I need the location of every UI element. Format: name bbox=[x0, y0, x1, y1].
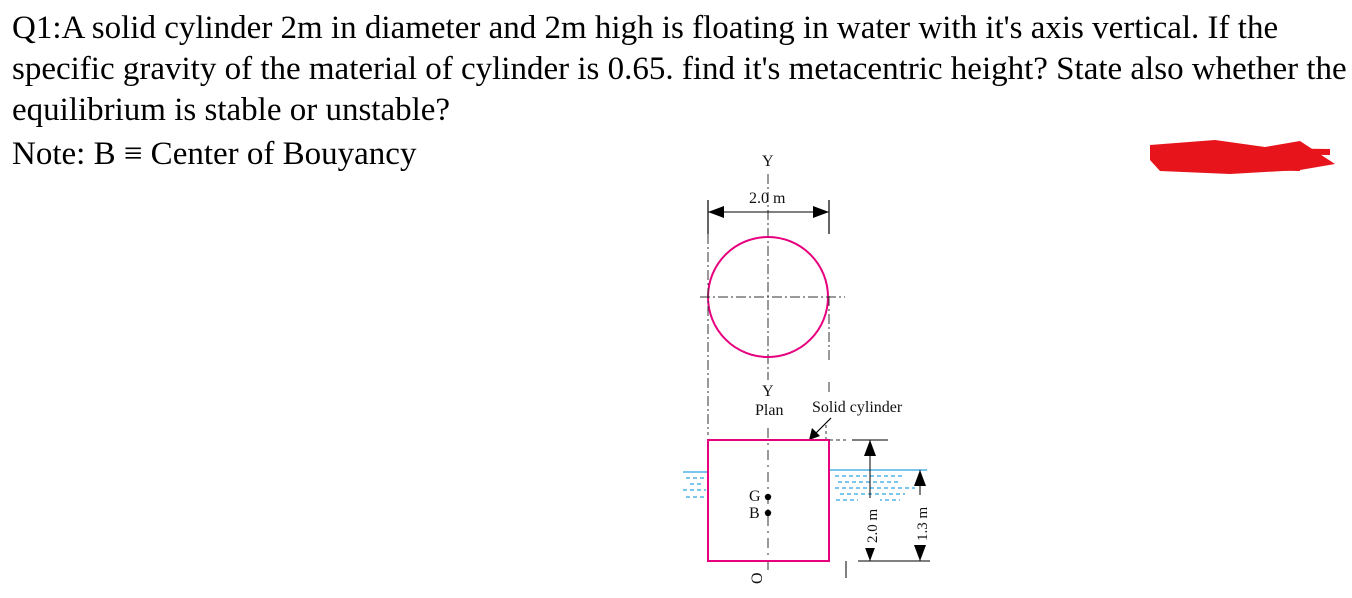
note-text: Note: B ≡ Center of Bouyancy bbox=[12, 136, 417, 172]
arrow-left-icon bbox=[708, 206, 724, 218]
water-surface-left bbox=[683, 472, 708, 497]
plan-label: Plan bbox=[755, 402, 784, 419]
height-label: 2.0 m bbox=[865, 508, 881, 543]
solid-cylinder-label: Solid cylinder bbox=[812, 399, 903, 416]
g-label: G bbox=[749, 488, 761, 505]
g-point bbox=[765, 494, 771, 500]
height-arrow-top-icon bbox=[864, 440, 876, 456]
b-point bbox=[765, 510, 771, 516]
leader-arrow-icon bbox=[809, 428, 820, 440]
question-paragraph: Q1:A solid cylinder 2m in diameter and 2m high is floating in water with it's axis vertical. If the specific gravity of the material of cylinder is 0.65. find it's metacentric height? State also whether the equilibrium is stable or unstable? bbox=[12, 10, 1347, 128]
b-label: B bbox=[749, 505, 760, 522]
depth-label: 1.3 m bbox=[915, 506, 931, 541]
o-label: O bbox=[749, 572, 766, 584]
diameter-label: 2.0 m bbox=[749, 190, 786, 207]
y-axis-label-bottom: Y bbox=[762, 383, 774, 400]
y-axis-label-top: Y bbox=[762, 153, 774, 170]
arrow-right-icon bbox=[813, 206, 829, 218]
depth-arrow-top-icon bbox=[914, 470, 926, 486]
redaction-scribble bbox=[1150, 140, 1335, 174]
depth-arrow-bottom-icon bbox=[914, 545, 926, 561]
